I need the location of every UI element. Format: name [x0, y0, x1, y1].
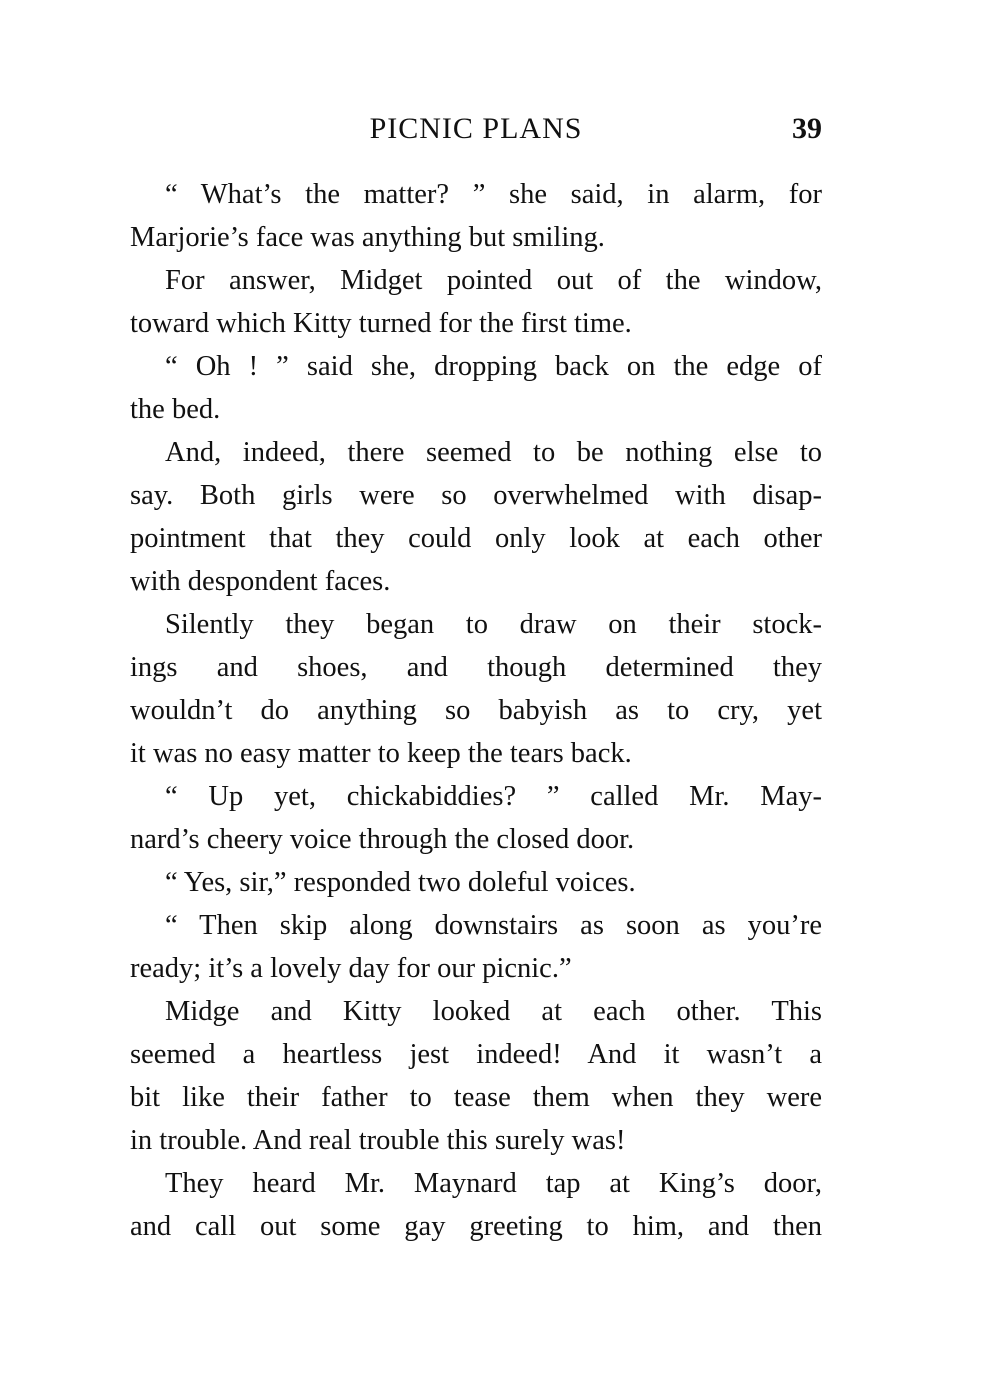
- text-line: For answer, Midget pointed out of the window,: [165, 265, 822, 296]
- text-line: pointment that they could only look at each other: [130, 523, 822, 554]
- text-line: Midge and Kitty looked at each other. This: [165, 996, 822, 1027]
- text-line: And, indeed, there seemed to be nothing else to: [165, 437, 822, 468]
- text-line: wouldn’t do anything so babyish as to cry, yet: [130, 695, 822, 726]
- text-line: They heard Mr. Maynard tap at King’s door,: [165, 1168, 822, 1199]
- text-line: “ Then skip along downstairs as soon as you’re: [165, 910, 822, 941]
- text-line: toward which Kitty turned for the first time.: [130, 308, 632, 339]
- text-line: and call out some gay greeting to him, and then: [130, 1211, 822, 1242]
- text-line: Marjorie’s face was anything but smiling.: [130, 222, 605, 253]
- text-line: “ Yes, sir,” responded two doleful voices.: [165, 867, 636, 898]
- text-line: “ Oh ! ” said she, dropping back on the edge of: [165, 351, 822, 382]
- text-line: “ Up yet, chickabiddies? ” called Mr. May-: [165, 781, 822, 812]
- text-line: bit like their father to tease them when they were: [130, 1082, 822, 1113]
- text-line: seemed a heartless jest indeed! And it wasn’t a: [130, 1039, 822, 1070]
- body-text: [130, 173, 822, 1248]
- text-line: in trouble. And real trouble this surely was!: [130, 1125, 626, 1156]
- running-head: [130, 112, 822, 152]
- text-line: nard’s cheery voice through the closed door.: [130, 824, 635, 855]
- text-line: the bed.: [130, 394, 221, 425]
- text-line: “ What’s the matter? ” she said, in alarm, for: [165, 179, 822, 210]
- text-line: ings and shoes, and though determined they: [130, 652, 822, 683]
- text-line: it was no easy matter to keep the tears back.: [130, 738, 632, 769]
- page-number: 39: [792, 112, 822, 145]
- text-line: with despondent faces.: [130, 566, 391, 597]
- text-line: ready; it’s a lovely day for our picnic.”: [130, 953, 572, 984]
- text-line: Silently they began to draw on their stock-: [165, 609, 822, 640]
- text-line: say. Both girls were so overwhelmed with disap-: [130, 480, 822, 511]
- running-title: PICNIC PLANS: [369, 112, 583, 145]
